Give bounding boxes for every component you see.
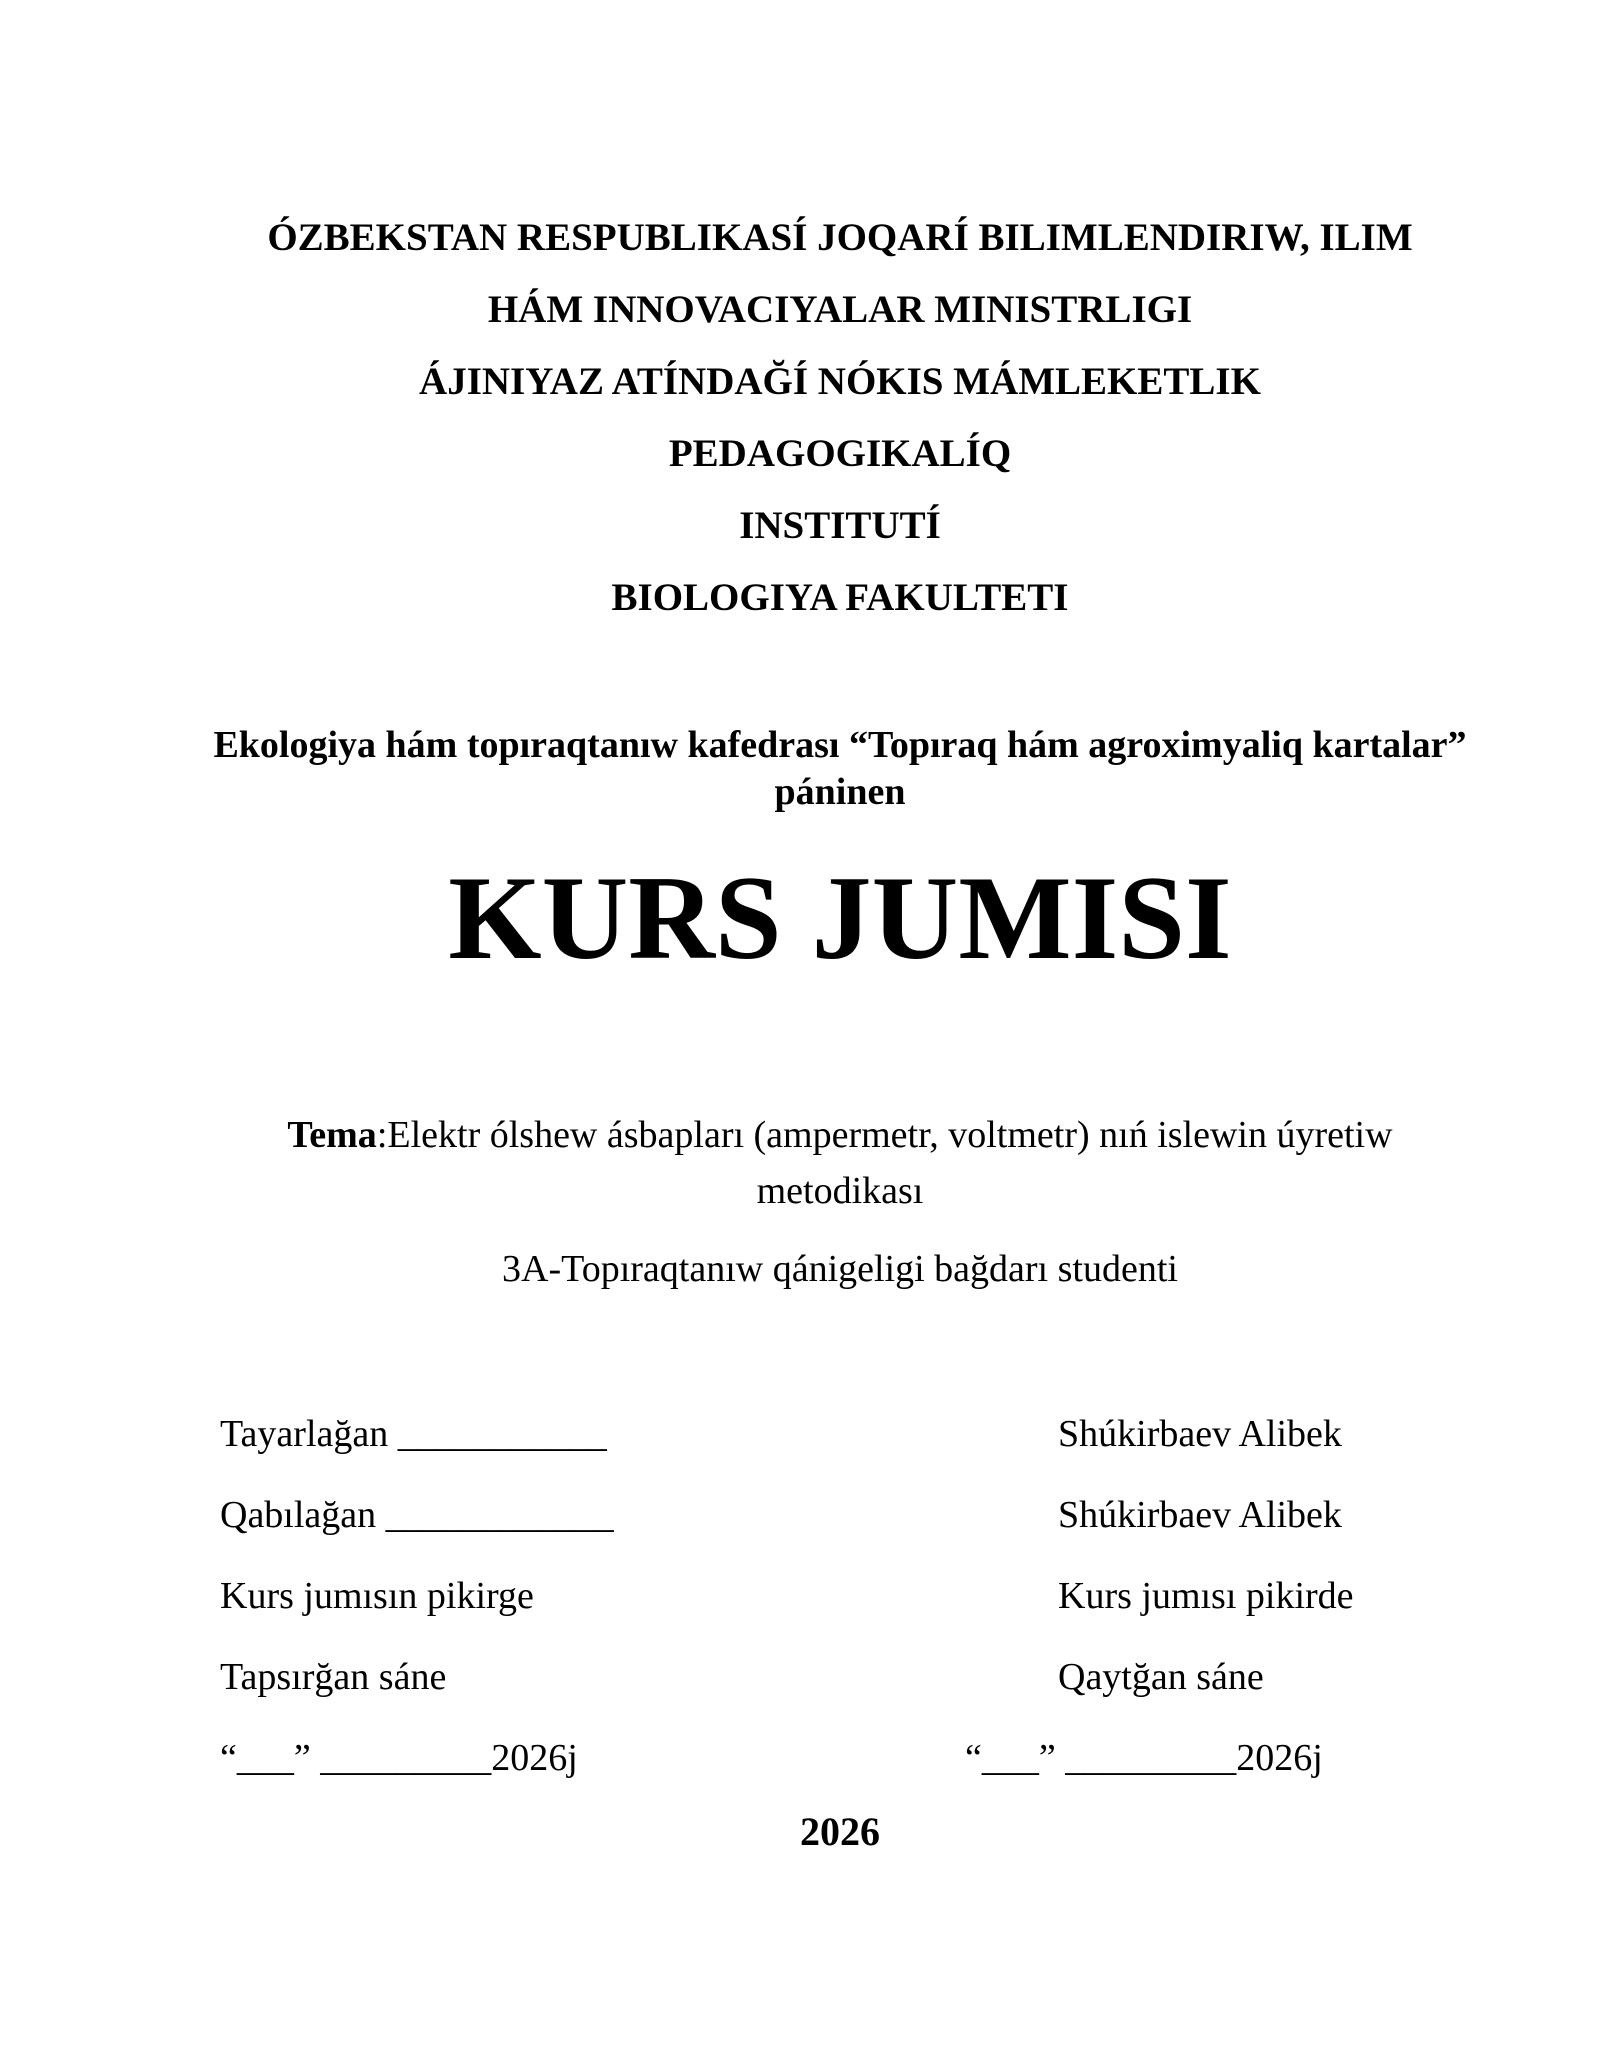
prepared-by-label: Tayarlağan ___________ bbox=[220, 1413, 607, 1455]
accepted-by-label: Qabılağan ____________ bbox=[220, 1494, 614, 1536]
topic-text: :Elektr ólshew ásbapları (ampermetr, voltmetr) nıń islewin úyretiw metodikası bbox=[376, 1114, 1393, 1212]
institute-line-3: INSTITUTÍ bbox=[739, 504, 941, 547]
prepared-by-name: Shúkirbaev Alibek bbox=[1058, 1413, 1342, 1455]
topic-block bbox=[210, 1107, 1470, 1219]
returned-review-label: Kurs jumısı pikirde bbox=[1058, 1575, 1354, 1617]
document-title: KURS JUMISI bbox=[448, 851, 1232, 984]
ministry-line-1: ÓZBEKSTAN RESPUBLIKASÍ JOQARÍ BILIMLENDIRIW, ILIM bbox=[267, 216, 1413, 259]
accepted-by-name: Shúkirbaev Alibek bbox=[1058, 1494, 1342, 1536]
institute-line-2: PEDAGOGIKALÍQ bbox=[668, 432, 1012, 475]
submit-date-label: Tapsırğan sáne bbox=[220, 1656, 447, 1698]
institute-line-1: ÁJINIYAZ ATÍNDAĞÍ NÓKIS MÁMLEKETLIK bbox=[419, 360, 1261, 403]
return-date-field: “___” _________2026j bbox=[965, 1737, 1323, 1779]
submit-review-label: Kurs jumısın pikirge bbox=[220, 1575, 534, 1617]
student-specialty: 3A-Topıraqtanıw qánigeligi bağdarı studenti bbox=[502, 1248, 1178, 1290]
ministry-line-2: HÁM INNOVACIYALAR MINISTRLIGI bbox=[487, 288, 1193, 331]
document-year: 2026 bbox=[800, 1809, 880, 1854]
department-subject: Ekologiya hám topıraqtanıw kafedrası “Topıraq hám agroximyaliq kartalar” páninen bbox=[213, 724, 1467, 813]
submit-date-field: “___” _________2026j bbox=[220, 1737, 578, 1779]
faculty-line: BIOLOGIYA FAKULTETI bbox=[611, 576, 1069, 619]
topic-label: Tema bbox=[287, 1114, 377, 1156]
return-date-label: Qaytğan sáne bbox=[1058, 1656, 1264, 1698]
